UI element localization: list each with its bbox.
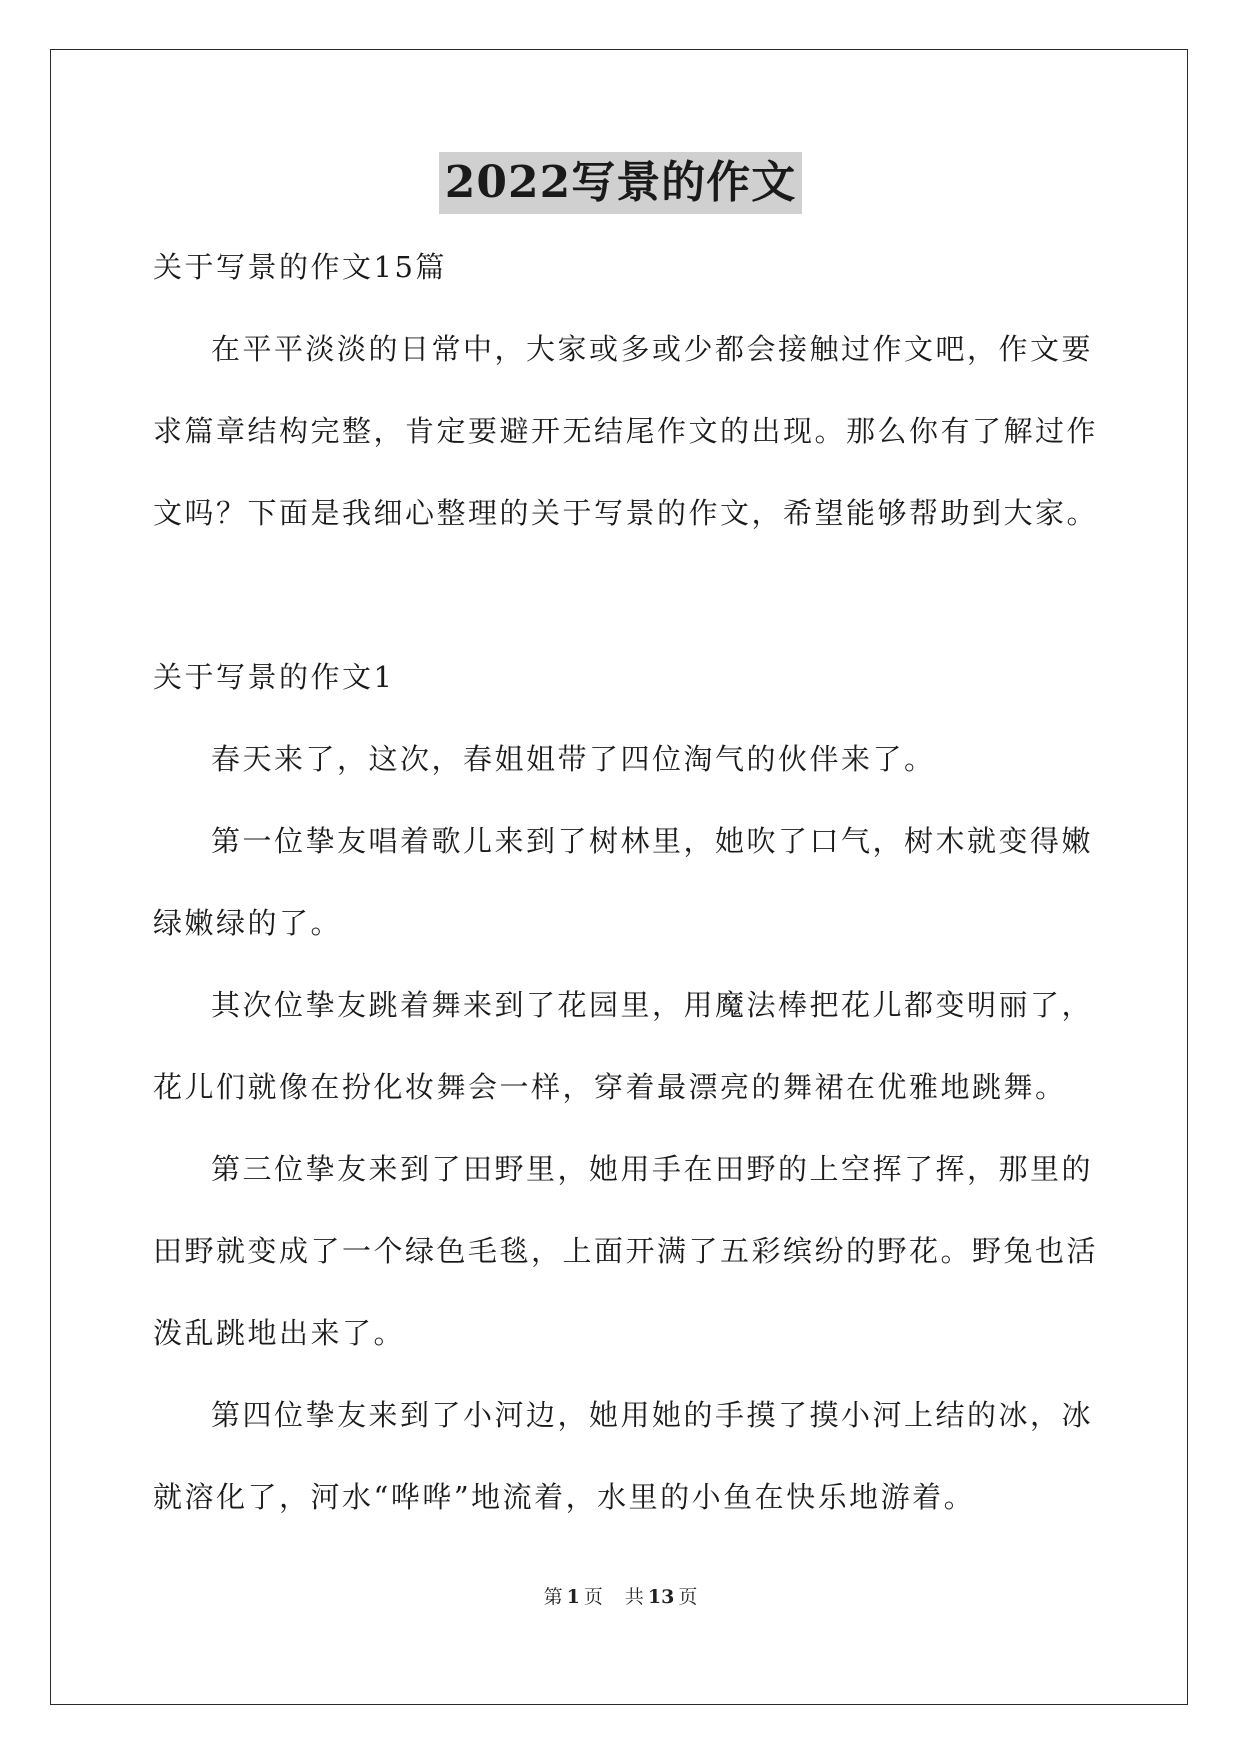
total-prefix: 共: [624, 1586, 644, 1608]
document-title: 2022写景的作文: [439, 152, 802, 214]
text-line: 其次位挚友跳着舞来到了花园里，用魔法棒把花儿都变明丽了，: [211, 988, 1094, 1022]
text-line: 第四位挚友来到了小河边，她用她的手摸了摸小河上结的冰，冰: [211, 1398, 1094, 1432]
page-number: 1: [566, 1586, 580, 1608]
page-indicator: [540, 1586, 607, 1608]
text-line: 在平平淡淡的日常中，大家或多或少都会接触过作文吧，作文要: [211, 332, 1094, 366]
text-line: 绿嫩绿的了。: [153, 906, 343, 940]
text-line: 泼乱跳地出来了。: [153, 1316, 406, 1350]
total-indicator: [621, 1586, 701, 1608]
page-footer: [0, 1582, 1241, 1609]
page-suffix: 页: [583, 1586, 603, 1608]
text-line: 就溶化了，河水“哗哗”地流着，水里的小鱼在快乐地游着。: [153, 1480, 976, 1514]
total-pages: 13: [647, 1586, 675, 1608]
total-suffix: 页: [678, 1586, 698, 1608]
title-container: [0, 152, 1241, 214]
text-line: 关于写景的作文15篇: [153, 250, 447, 284]
document-body: [153, 226, 1099, 1538]
text-line: 第一位挚友唱着歌儿来到了树林里，她吹了口气，树木就变得嫩: [211, 824, 1094, 858]
page-prefix: 第: [543, 1586, 563, 1608]
text-line: 春天来了，这次，春姐姐带了四位淘气的伙伴来了。: [211, 742, 936, 776]
text-line: 求篇章结构完整，肯定要避开无结尾作文的出现。那么你有了解过作: [153, 414, 1099, 448]
text-line: 关于写景的作文1: [153, 660, 395, 694]
text-line: 第三位挚友来到了田野里，她用手在田野的上空挥了挥，那里的: [211, 1152, 1094, 1186]
blank-line: [153, 554, 1088, 636]
text-line: 田野就变成了一个绿色毛毯，上面开满了五彩缤纷的野花。野兔也活: [153, 1234, 1099, 1268]
text-line: 花儿们就像在扮化妆舞会一样，穿着最漂亮的舞裙在优雅地跳舞。: [153, 1070, 1067, 1104]
text-line: 文吗？下面是我细心整理的关于写景的作文，希望能够帮助到大家。: [153, 496, 1099, 530]
